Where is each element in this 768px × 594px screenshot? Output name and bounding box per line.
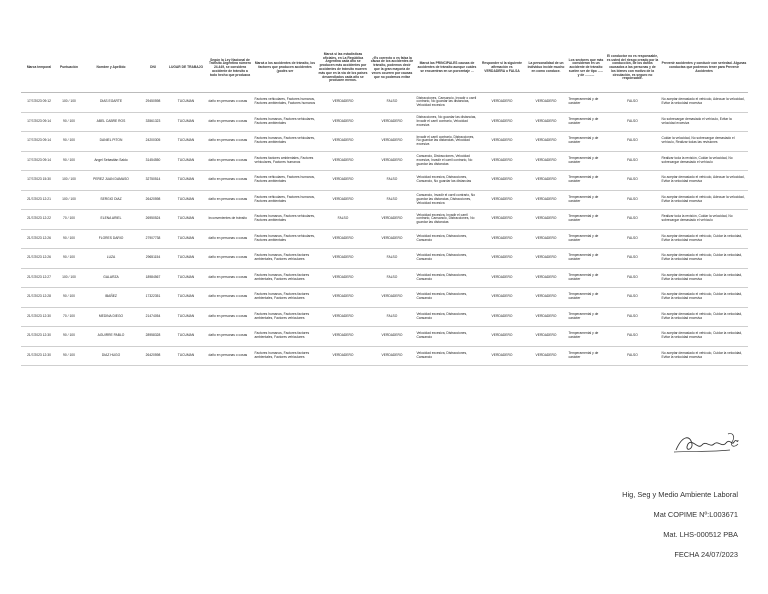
table-cell: Factores humanos, Factores factores ambientales, Factores vehiculares bbox=[253, 249, 317, 269]
table-cell: FALSO bbox=[369, 171, 415, 191]
table-cell: Velocidad excesiva, Invadir el carril contrario, Cansancio, Distracciones, No guardar las distancias bbox=[415, 210, 479, 230]
table-cell: FALSO bbox=[605, 210, 660, 230]
table-cell: VERDADERO bbox=[369, 288, 415, 308]
table-cell: VERDADERO bbox=[479, 171, 525, 191]
table-cell: VERDADERO bbox=[525, 132, 567, 152]
table-cell: 29651154 bbox=[141, 249, 165, 269]
table-cell: 90 / 100 bbox=[57, 112, 81, 132]
table-cell: Realizar toda la revisión, Cuidar la velocidad, No sobrecargar demasiado el vehículo bbox=[660, 210, 748, 230]
table-cell: No aceptar demasiado el vehículo, Cuidar la velocidad, Evitar la velocidad excesiva bbox=[660, 268, 748, 288]
table-cell: ABEL CABRE ROS bbox=[81, 112, 141, 132]
table-cell: TUCUMAN bbox=[165, 229, 207, 249]
table-cell: VERDADERO bbox=[317, 132, 369, 152]
table-cell: daño en personas o cosas bbox=[207, 346, 253, 366]
table-cell: 90 / 100 bbox=[57, 132, 81, 152]
table-cell: VERDADERO bbox=[479, 190, 525, 210]
table-cell: 27907738 bbox=[141, 229, 165, 249]
table-cell: Factores vehiculares, Factores humanos, Factores ambientales, Factores humanos bbox=[253, 93, 317, 113]
table-cell: VERDADERO bbox=[525, 249, 567, 269]
footer-lhs-registration: Mat. LHS-000512 PBA bbox=[663, 530, 738, 539]
table-cell: VERDADERO bbox=[479, 346, 525, 366]
table-cell: TUCUMAN bbox=[165, 288, 207, 308]
column-header: La personalidad de un individuo incide mucho en como conduce. bbox=[525, 44, 567, 93]
table-cell: FALSO bbox=[605, 307, 660, 327]
table-cell: VERDADERO bbox=[479, 151, 525, 171]
table-cell: VERDADERO bbox=[525, 346, 567, 366]
column-header: Responder si la siguiente afirmación es VERDADERA o FALSA bbox=[479, 44, 525, 93]
table-cell: Distracciones, No guardar las distancias, Invadir el carril contrario, Velocidad excesiva bbox=[415, 112, 479, 132]
table-cell: Temperamental y de carácter bbox=[567, 171, 605, 191]
table-cell: 18984567 bbox=[141, 268, 165, 288]
table-cell: TUCUMAN bbox=[165, 249, 207, 269]
table-cell: 100 / 100 bbox=[57, 171, 81, 191]
table-cell: VERDADERO bbox=[479, 268, 525, 288]
table-cell: Factores humanos, Factores vehiculares, Factores ambientales bbox=[253, 112, 317, 132]
table-row bbox=[21, 268, 748, 288]
table-cell: TUCUMAN bbox=[165, 210, 207, 230]
table-cell: TUCUMAN bbox=[165, 171, 207, 191]
column-header: Los sectores que más consideran en un accidente de tránsito suelen ser de tipo ...... y de .......... bbox=[567, 44, 605, 93]
table-cell: AGUIRRE PABLO bbox=[81, 327, 141, 347]
table-cell: FALSO bbox=[605, 346, 660, 366]
table-cell: VERDADERO bbox=[317, 93, 369, 113]
table-cell: Temperamental y de carácter bbox=[567, 268, 605, 288]
table-cell: 17/7/2023 15:30 bbox=[21, 171, 57, 191]
table-cell: TUCUMAN bbox=[165, 327, 207, 347]
table-cell: Factores humanos, Factores factores ambientales, Factores vehiculares bbox=[253, 307, 317, 327]
column-header: Marcá las PRINCIPALES causas de accidentes de tránsito aunque cuáles se encuentran en un porcentaje ... bbox=[415, 44, 479, 93]
table-cell: daño en personas o cosas bbox=[207, 249, 253, 269]
table-cell: VERDADERO bbox=[317, 190, 369, 210]
table-cell: No aceptar demasiado el vehículo, Cuidar la velocidad, Evitar la velocidad excesiva bbox=[660, 229, 748, 249]
table-cell: VERDADERO bbox=[317, 268, 369, 288]
table-cell: No aceptar demasiado el vehículo, Cuidar la velocidad, Evitar la velocidad excesiva bbox=[660, 249, 748, 269]
table-cell: 100 / 100 bbox=[57, 268, 81, 288]
table-cell: FALSO bbox=[605, 171, 660, 191]
table-cell: VERDADERO bbox=[525, 190, 567, 210]
table-cell: Velocidad excesiva, Distracciones, Cansancio bbox=[415, 288, 479, 308]
table-cell: IBAÑEZ bbox=[81, 288, 141, 308]
table-cell: Temperamental y de carácter bbox=[567, 151, 605, 171]
table-cell: Temperamental y de carácter bbox=[567, 307, 605, 327]
table-cell: daño en personas o cosas bbox=[207, 93, 253, 113]
table-cell: Temperamental y de carácter bbox=[567, 327, 605, 347]
table-cell: Velocidad excesiva, Distracciones, Cansancio bbox=[415, 249, 479, 269]
column-header: Puntuación bbox=[57, 44, 81, 93]
table-cell: Factores humanos, Factores factores ambientales, Factores vehiculares bbox=[253, 288, 317, 308]
table-cell: VERDADERO bbox=[317, 346, 369, 366]
table-cell: FALSO bbox=[605, 327, 660, 347]
table-cell: Temperamental y de carácter bbox=[567, 249, 605, 269]
table-cell: daño en personas o cosas bbox=[207, 307, 253, 327]
table-cell: TUCUMAN bbox=[165, 346, 207, 366]
table-cell: FALSO bbox=[369, 190, 415, 210]
table-cell: 17/7/2023 09:12 bbox=[21, 93, 57, 113]
table-row bbox=[21, 327, 748, 347]
table-cell: VERDADERO bbox=[369, 327, 415, 347]
table-cell: 17/7/2023 09:14 bbox=[21, 151, 57, 171]
table-cell: No aceptar demasiado el vehículo, Adecuar la velocidad, Evitar la velocidad excesiva bbox=[660, 190, 748, 210]
footer-department: Hig, Seg y Medio Ambiente Laboral bbox=[622, 490, 738, 499]
table-cell: Velocidad excesiva, Distracciones, Cansancio bbox=[415, 268, 479, 288]
table-cell: FALSO bbox=[605, 229, 660, 249]
table-cell: VERDADERO bbox=[369, 132, 415, 152]
table-cell: VERDADERO bbox=[525, 229, 567, 249]
table-cell: 21/7/2023 12:28 bbox=[21, 288, 57, 308]
table-cell: FALSO bbox=[369, 268, 415, 288]
table-cell: LUZA bbox=[81, 249, 141, 269]
table-cell: daño en personas o cosas bbox=[207, 132, 253, 152]
table-cell: 28958328 bbox=[141, 327, 165, 347]
table-cell: daño en personas o cosas bbox=[207, 112, 253, 132]
table-cell: FALSO bbox=[369, 249, 415, 269]
table-cell: VERDADERO bbox=[317, 171, 369, 191]
table-cell: VERDADERO bbox=[525, 288, 567, 308]
table-cell: Temperamental y de carácter bbox=[567, 112, 605, 132]
table-cell: daño en personas o cosas bbox=[207, 151, 253, 171]
table-cell: 90 / 100 bbox=[57, 288, 81, 308]
table-cell: No sobrecargar demasiado el vehículo, Evitar la velocidad excesiva bbox=[660, 112, 748, 132]
table-cell: Factores vehiculares, Factores humanos, Factores ambientales bbox=[253, 171, 317, 191]
table-cell: FALSO bbox=[605, 112, 660, 132]
table-cell: 33561323 bbox=[141, 112, 165, 132]
table-cell: VERDADERO bbox=[525, 307, 567, 327]
table-row bbox=[21, 190, 748, 210]
table-cell: VERDADERO bbox=[317, 307, 369, 327]
table-cell: VERDADERO bbox=[525, 327, 567, 347]
table-cell: Factores humanos, Factores vehiculares, Factores ambientales bbox=[253, 210, 317, 230]
table-row bbox=[21, 171, 748, 191]
table-cell: Velocidad excesiva, Distracciones, Cansancio, No guardar las distancias bbox=[415, 171, 479, 191]
table-cell: 70 / 100 bbox=[57, 210, 81, 230]
footer-date: FECHA 24/07/2023 bbox=[674, 550, 738, 559]
table-cell: Temperamental y de carácter bbox=[567, 229, 605, 249]
table-cell: 17322351 bbox=[141, 288, 165, 308]
table-row bbox=[21, 93, 748, 113]
table-cell: Factores vehiculares, Factores humanos, Factores ambientales bbox=[253, 190, 317, 210]
table-cell: FALSO bbox=[369, 307, 415, 327]
table-cell: 90 / 100 bbox=[57, 229, 81, 249]
table-cell: FALSO bbox=[605, 288, 660, 308]
table-cell: TUCUMAN bbox=[165, 112, 207, 132]
table-cell: No aceptar demasiado el vehículo, Cuidar la velocidad, Evitar la velocidad excesiva bbox=[660, 327, 748, 347]
table-cell: VERDADERO bbox=[479, 112, 525, 132]
column-header: Marcá si las estadísticas oficiales, en La República Argentina cada año se producen más accidentes por accidentes de tránsito mueren más que en la vía de los países desarrollados cada año se producen menos. bbox=[317, 44, 369, 93]
table-body bbox=[21, 93, 748, 366]
table-cell: VERDADERO bbox=[525, 171, 567, 191]
table-cell: VERDADERO bbox=[479, 132, 525, 152]
table-cell: DIAS EGARTE bbox=[81, 93, 141, 113]
table-cell: FALSO bbox=[605, 268, 660, 288]
table-cell: VERDADERO bbox=[479, 307, 525, 327]
table-row bbox=[21, 346, 748, 366]
table-cell: No aceptar demasiado el vehículo, Cuidar la velocidad, Evitar la velocidad excesiva bbox=[660, 346, 748, 366]
table-cell: 17/7/2023 09:14 bbox=[21, 132, 57, 152]
table-cell: FALSO bbox=[605, 190, 660, 210]
table-cell: daño en personas o cosas bbox=[207, 171, 253, 191]
table-cell: FALSO bbox=[317, 210, 369, 230]
table-cell: VERDADERO bbox=[317, 229, 369, 249]
table-cell: Distracciones, Cansancio, Invadir o carril contrario, No guardar las distancias, Velocidad excesiva bbox=[415, 93, 479, 113]
table-cell: No aceptar demasiado el vehículo, Adecuar la velocidad, Evitar la velocidad excesiva bbox=[660, 171, 748, 191]
table-cell: 21474054 bbox=[141, 307, 165, 327]
table-cell: Temperamental y de carácter bbox=[567, 210, 605, 230]
table-cell: 21/7/2023 12:22 bbox=[21, 210, 57, 230]
table-cell: Factores factores ambientales, Factores vehiculares, Factores humanos bbox=[253, 151, 317, 171]
survey-results-table bbox=[21, 44, 748, 366]
table-cell: VERDADERO bbox=[317, 327, 369, 347]
table-row bbox=[21, 307, 748, 327]
table-cell: Factores humanos, Factores factores ambientales, Factores vehiculares bbox=[253, 268, 317, 288]
table-cell: TUCUMAN bbox=[165, 132, 207, 152]
table-cell: Realizar toda la revisión, Cuidar la velocidad, No sobrecargar demasiado el vehículo bbox=[660, 151, 748, 171]
table-cell: No aceptar demasiado el vehículo, Cuidar la velocidad, Evitar la velocidad excesiva bbox=[660, 307, 748, 327]
table-cell: 24200305 bbox=[141, 132, 165, 152]
table-cell: VERDADERO bbox=[317, 249, 369, 269]
table-cell: Factores humanos, Factores factores ambientales, Factores vehiculares bbox=[253, 327, 317, 347]
table-cell: daño en personas o cosas bbox=[207, 288, 253, 308]
table-cell: VERDADERO bbox=[317, 112, 369, 132]
table-row bbox=[21, 288, 748, 308]
table-row bbox=[21, 112, 748, 132]
column-header: Según la Ley Nacional de Tránsito Argentina número 24.449, se considera accidente de tránsito a todo hecho que produzca bbox=[207, 44, 253, 93]
table-cell: 29450598 bbox=[141, 93, 165, 113]
table-cell: Temperamental y de carácter bbox=[567, 288, 605, 308]
table-cell: 90 / 100 bbox=[57, 346, 81, 366]
column-header: Nombre y Apellido bbox=[81, 44, 141, 93]
column-header: DNI bbox=[141, 44, 165, 93]
table-cell: ELENA ARIEL bbox=[81, 210, 141, 230]
table-cell: No aceptar demasiado el vehículo, Adecuar la velocidad, Evitar la velocidad excesiva bbox=[660, 93, 748, 113]
table-cell: Temperamental y de carácter bbox=[567, 93, 605, 113]
table-cell: Velocidad excesiva, Distracciones, Cansancio bbox=[415, 229, 479, 249]
table-cell: VERDADERO bbox=[369, 151, 415, 171]
table-cell: TUCUMAN bbox=[165, 93, 207, 113]
table-cell: 21/7/2023 12:30 bbox=[21, 327, 57, 347]
table-cell: GALARZA bbox=[81, 268, 141, 288]
table-cell: VERDADERO bbox=[479, 327, 525, 347]
table-cell: 32750514 bbox=[141, 171, 165, 191]
table-cell: FALSO bbox=[605, 249, 660, 269]
table-row bbox=[21, 249, 748, 269]
table-cell: VERDADERO bbox=[525, 93, 567, 113]
table-cell: 70 / 100 bbox=[57, 307, 81, 327]
table-cell: 31454550 bbox=[141, 151, 165, 171]
table-cell: 21/7/2023 12:27 bbox=[21, 268, 57, 288]
table-cell: FALSO bbox=[605, 93, 660, 113]
table-cell: VERDADERO bbox=[525, 210, 567, 230]
table-cell: 21/7/2023 12:21 bbox=[21, 190, 57, 210]
table-cell: VERDADERO bbox=[479, 288, 525, 308]
table-cell: VERDADERO bbox=[479, 229, 525, 249]
table-cell: Invadir el carril contrario, Distracciones, No guardar las distancias, Velocidad excesiva bbox=[415, 132, 479, 152]
table-cell: VERDADERO bbox=[369, 346, 415, 366]
table-cell: 17/7/2023 09:14 bbox=[21, 112, 57, 132]
table-cell: Factores humanos, Factores factores ambientales, Factores vehiculares bbox=[253, 346, 317, 366]
table-cell: daño en personas o cosas bbox=[207, 268, 253, 288]
table-cell: FLORES DARIO bbox=[81, 229, 141, 249]
table-cell: VERDADERO bbox=[479, 210, 525, 230]
table-cell: 100 / 100 bbox=[57, 190, 81, 210]
table-cell: Angel Sebastián Saldo bbox=[81, 151, 141, 171]
table-cell: VERDADERO bbox=[479, 249, 525, 269]
table-cell: No aceptar demasiado el vehículo, Cuidar la velocidad, Evitar la velocidad excesiva bbox=[660, 288, 748, 308]
table-cell: 90 / 100 bbox=[57, 249, 81, 269]
table-cell: Temperamental y de carácter bbox=[567, 132, 605, 152]
table-cell: Cansancio, Distracciones, Velocidad excesiva, Invadir el carril contrario, No guardar las distancias bbox=[415, 151, 479, 171]
table-cell: TUCUMAN bbox=[165, 190, 207, 210]
table-cell: 26420598 bbox=[141, 346, 165, 366]
table-cell: Velocidad excesiva, Distracciones, Cansancio bbox=[415, 307, 479, 327]
table-cell: DIAZ HUGO bbox=[81, 346, 141, 366]
table-cell: VERDADERO bbox=[525, 151, 567, 171]
table-cell: VERDADERO bbox=[479, 93, 525, 113]
column-header: Marcá a los accidentes de tránsito, los factores que producen accidentes (podés ser bbox=[253, 44, 317, 93]
table-cell: daño en personas o cosas bbox=[207, 327, 253, 347]
table-cell: Temperamental y de carácter bbox=[567, 346, 605, 366]
table-cell: daño en personas o cosas bbox=[207, 190, 253, 210]
column-header: Marca temporal bbox=[21, 44, 57, 93]
table-cell: FALSO bbox=[605, 151, 660, 171]
table-cell: Cansancio, Invadir el carril contrario, No guardar las distancias, Distracciones, Velocidad excesiva bbox=[415, 190, 479, 210]
table-cell: 100 / 100 bbox=[57, 93, 81, 113]
table-header-row bbox=[21, 44, 748, 93]
column-header: Prevenir accidentes y conducir con seriedad. Algunas conductas que podemos tener para Prevenir Accidentes bbox=[660, 44, 748, 93]
table-row bbox=[21, 229, 748, 249]
table-cell: Velocidad excesiva, Distracciones, Cansancio bbox=[415, 346, 479, 366]
table-cell: Factores humanos, Factores vehiculares, Factores ambientales bbox=[253, 229, 317, 249]
table-cell: daño en personas o cosas bbox=[207, 229, 253, 249]
table-cell: Velocidad excesiva, Distracciones, Cansancio bbox=[415, 327, 479, 347]
column-header: ¿Es correcto o es falsa la causa de los accidentes de tránsito, podemos decir que la gran mayoría de veces ocurren por causas que no podemos evitar bbox=[369, 44, 415, 93]
table-row bbox=[21, 151, 748, 171]
table-cell: TUCUMAN bbox=[165, 307, 207, 327]
table-cell: TUCUMAN bbox=[165, 151, 207, 171]
column-header: LUGAR DE TRABAJO bbox=[165, 44, 207, 93]
footer-copime-registration: Mat COPIME Nº:L003671 bbox=[653, 510, 738, 519]
table-cell: SERGIO DIAZ bbox=[81, 190, 141, 210]
table-row bbox=[21, 210, 748, 230]
table-cell: 21/7/2023 12:30 bbox=[21, 346, 57, 366]
table-cell: MEDINA DIEGO bbox=[81, 307, 141, 327]
table-cell: 21/7/2023 12:26 bbox=[21, 229, 57, 249]
table-cell: 26420598 bbox=[141, 190, 165, 210]
table-cell: 26950524 bbox=[141, 210, 165, 230]
table-cell: VERDADERO bbox=[525, 268, 567, 288]
table-cell: VERDADERO bbox=[317, 151, 369, 171]
table-row bbox=[21, 132, 748, 152]
table-cell: 90 / 100 bbox=[57, 151, 81, 171]
table-cell: TUCUMAN bbox=[165, 268, 207, 288]
handwritten-signature bbox=[672, 430, 742, 456]
table-cell: VERDADERO bbox=[369, 210, 415, 230]
table-cell: Inconvenientes de tránsito bbox=[207, 210, 253, 230]
table-cell: PEREZ JUAN DAMASO bbox=[81, 171, 141, 191]
table-cell: FALSO bbox=[369, 93, 415, 113]
table-cell: VERDADERO bbox=[525, 112, 567, 132]
table-cell: 21/7/2023 12:30 bbox=[21, 307, 57, 327]
table-cell: DANIEL PITON bbox=[81, 132, 141, 152]
table-cell: Temperamental y de carácter bbox=[567, 190, 605, 210]
table-cell: VERDADERO bbox=[369, 112, 415, 132]
table-cell: VERDADERO bbox=[369, 229, 415, 249]
column-header: El conductor no es responsable, es usted del riesgo creado por la conducción, de los daños causados a las personas y de los bienes con motivo de la circulación, es seguro no responsable. bbox=[605, 44, 660, 93]
table-cell: Factores humanos, Factores vehiculares, Factores ambientales bbox=[253, 132, 317, 152]
table-cell: 90 / 100 bbox=[57, 327, 81, 347]
table-cell: Cuidar la velocidad, No sobrecargar demasiado el vehículo, Realizar todas las revisiones bbox=[660, 132, 748, 152]
table-cell: FALSO bbox=[605, 132, 660, 152]
table-cell: 21/7/2023 12:26 bbox=[21, 249, 57, 269]
table-cell: VERDADERO bbox=[317, 288, 369, 308]
